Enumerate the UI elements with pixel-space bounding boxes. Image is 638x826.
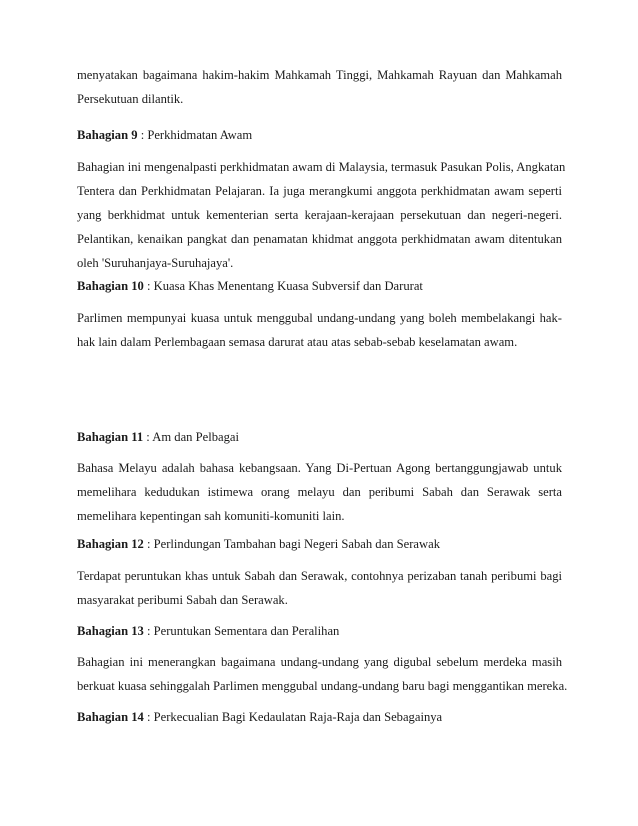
heading-bahagian-10 [77, 274, 562, 298]
heading-title: : Kuasa Khas Menentang Kuasa Subversif dan Darurat [143, 279, 423, 293]
heading-label: Bahagian 12 [77, 537, 144, 551]
paragraph-bahagian-13 [77, 650, 568, 698]
heading-label: Bahagian 13 [77, 624, 144, 638]
paragraph-bahagian-10 [77, 306, 562, 354]
text-line: oleh 'Suruhanjaya-Suruhajaya'. [77, 256, 234, 270]
heading-label: Bahagian 14 [77, 710, 144, 724]
text-line: memelihara kepentingan sah komuniti-komuniti lain. [77, 509, 345, 523]
heading-bahagian-14 [77, 705, 562, 729]
text-line: menyatakan bagaimana hakim-hakim Mahkamah Tinggi, Mahkamah Rayuan dan Mahkamah [77, 68, 562, 82]
text-line: Pelantikan, kenaikan pangkat dan penamatan khidmat anggota perkhidmatan awam ditentukan [77, 232, 562, 246]
heading-title: : Perkecualian Bagi Kedaulatan Raja-Raja dan Sebagainya [143, 710, 443, 724]
text-line: Terdapat peruntukan khas untuk Sabah dan Serawak, contohnya perizaban tanah peribumi bagi [77, 569, 562, 583]
heading-title: : Peruntukan Sementara dan Peralihan [143, 624, 340, 638]
text-line: Bahagian ini menerangkan bagaimana undang-undang yang digubal sebelum merdeka masih [77, 655, 562, 669]
text-line: Bahasa Melayu adalah bahasa kebangsaan. Yang Di-Pertuan Agong bertanggungjawab untuk [77, 461, 562, 475]
heading-bahagian-11 [77, 425, 562, 449]
text-line: memelihara kedudukan istimewa orang melayu dan peribumi Sabah dan Serawak serta [77, 485, 562, 499]
heading-title: : Perlindungan Tambahan bagi Negeri Sabah dan Serawak [143, 537, 440, 551]
heading-bahagian-12 [77, 532, 562, 556]
text-line: hak lain dalam Perlembagaan semasa darurat atau atas sebab-sebab keselamatan awam. [77, 335, 518, 349]
paragraph-bahagian-11 [77, 456, 562, 528]
text-line: masyarakat peribumi Sabah dan Serawak. [77, 593, 288, 607]
text-line: berkuat kuasa sehinggalah Parlimen menggubal undang-undang baru bagi menggantikan mereka. [77, 679, 568, 693]
text-line: Parlimen mempunyai kuasa untuk menggubal undang-undang yang boleh membelakangi hak- [77, 311, 562, 325]
paragraph-bahagian-12 [77, 564, 562, 612]
paragraph-bahagian-9 [77, 155, 566, 275]
heading-title: : Am dan Pelbagai [143, 430, 239, 444]
heading-title: : Perkhidmatan Awam [137, 128, 253, 142]
text-line: yang berkhidmat untuk kementerian serta kerajaan-kerajaan persekutuan dan negeri-negeri. [77, 208, 562, 222]
heading-bahagian-13 [77, 619, 562, 643]
text-line: Bahagian ini mengenalpasti perkhidmatan awam di Malaysia, termasuk Pasukan Polis, Angkatan [77, 160, 566, 174]
heading-label: Bahagian 11 [77, 430, 144, 444]
text-line: Tentera dan Perkhidmatan Pelajaran. Ia juga merangkumi anggota perkhidmatan awam seperti [77, 184, 562, 198]
paragraph-intro [77, 63, 562, 111]
heading-label: Bahagian 10 [77, 279, 144, 293]
heading-label: Bahagian 9 [77, 128, 138, 142]
text-line: Persekutuan dilantik. [77, 92, 184, 106]
heading-bahagian-9 [77, 123, 562, 147]
